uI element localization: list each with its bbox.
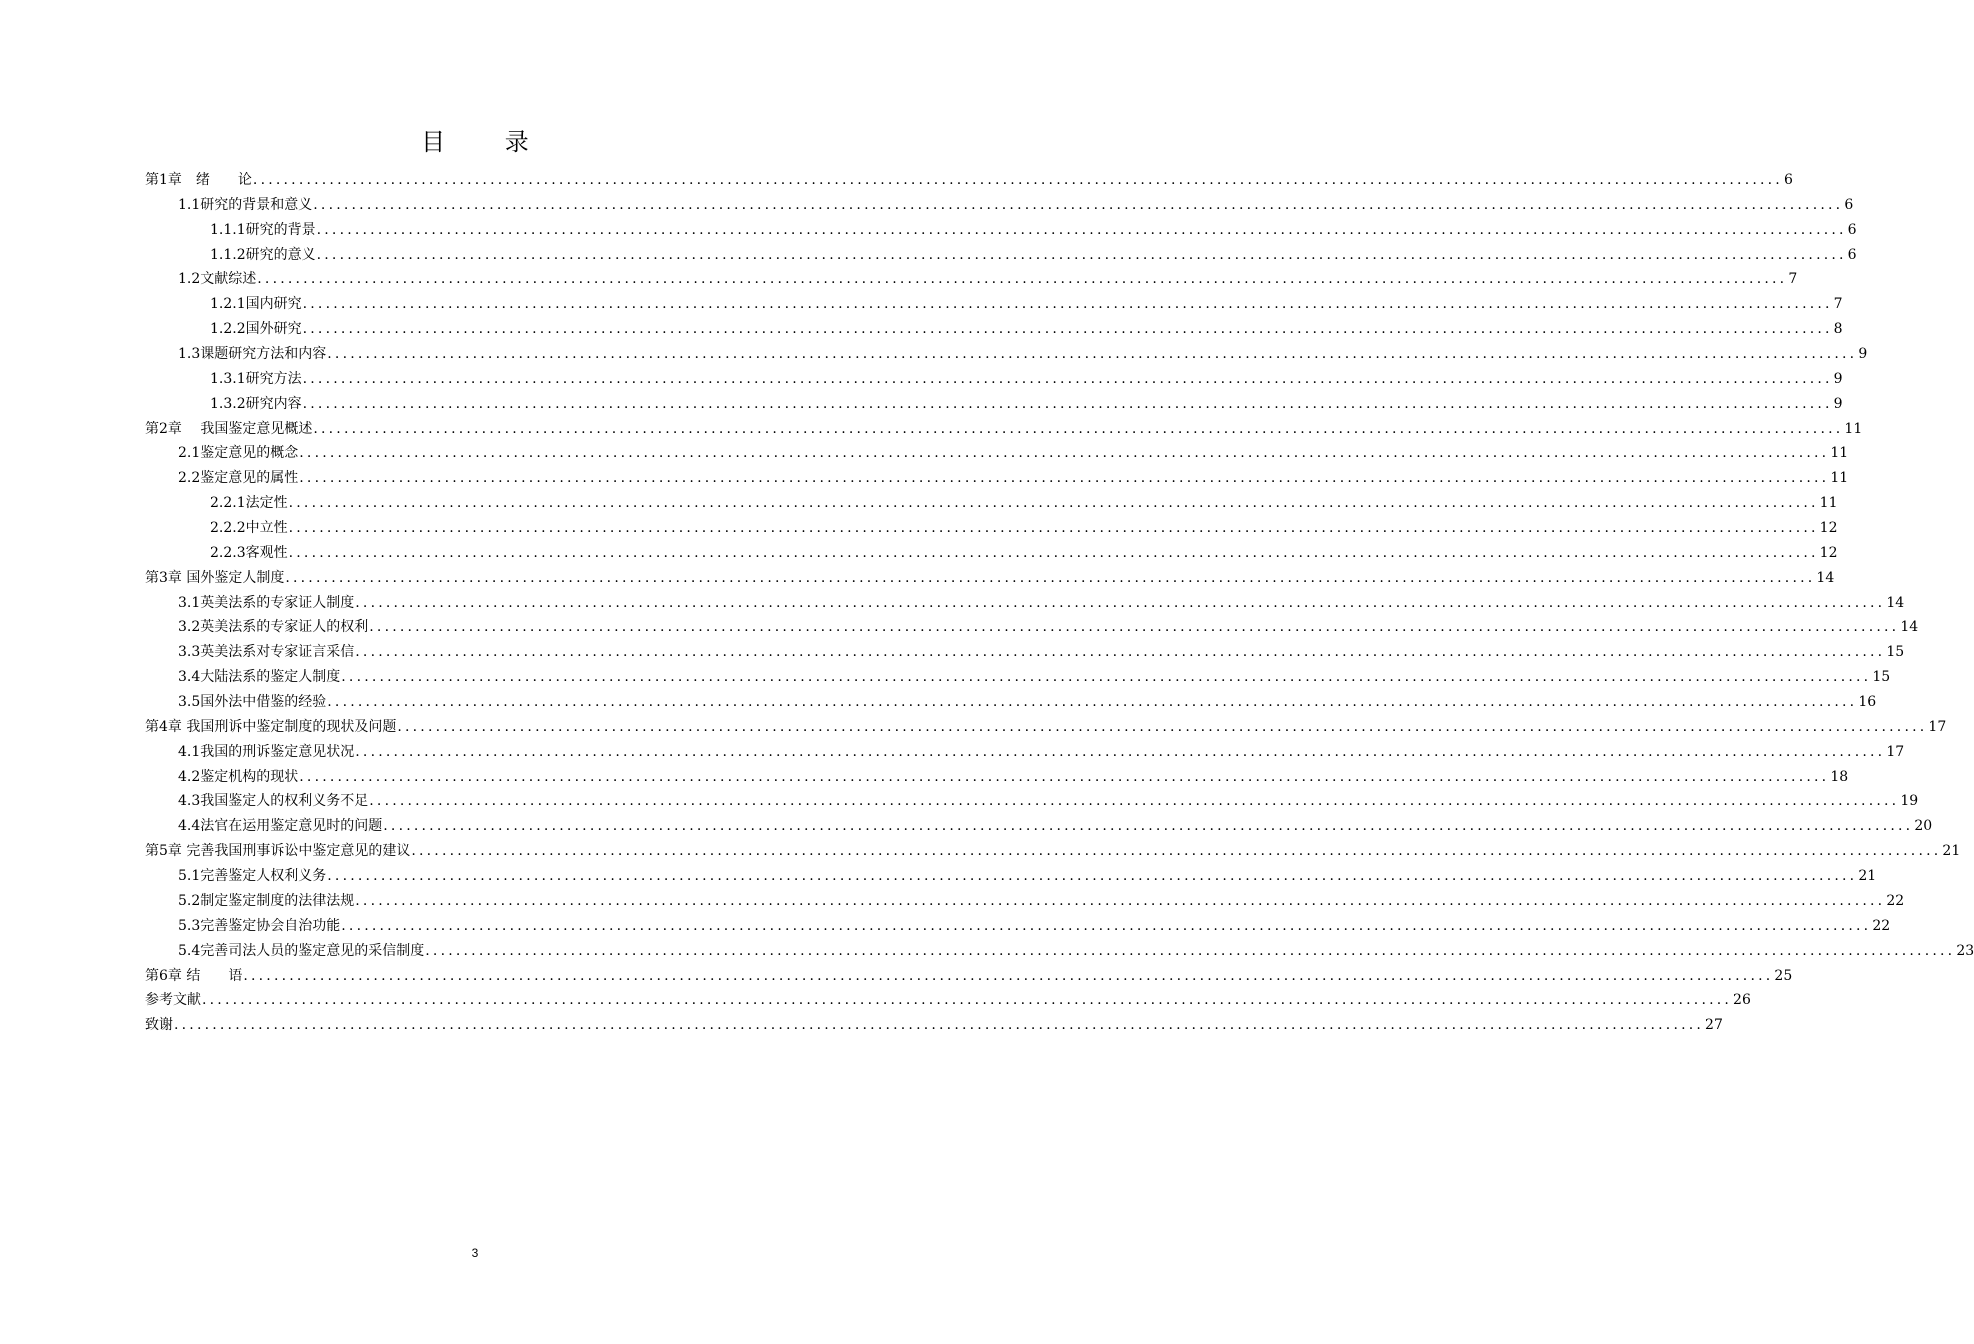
- toc-entry[interactable]: [145, 889, 1905, 914]
- toc-entry-page: 27: [1705, 1017, 1723, 1034]
- toc-entry-title: 1.1.1研究的背景: [210, 221, 316, 238]
- dot-leader: ........................................................................................................................................................................................................: [285, 569, 1816, 586]
- dot-leader: ........................................................................................................................................................................................................: [302, 296, 1833, 313]
- toc-entry-page: 19: [1900, 793, 1919, 810]
- toc-entry-title: 1.3.2研究内容: [210, 395, 302, 412]
- toc-entry-page: 11: [1830, 445, 1849, 462]
- toc-entry-page: 9: [1858, 346, 1868, 363]
- toc-entry-title: 4.4法官在运用鉴定意见时的问题: [178, 818, 383, 835]
- toc-entry-title: 1.3课题研究方法和内容: [178, 346, 327, 363]
- toc-entry[interactable]: [145, 715, 1947, 740]
- toc-entry[interactable]: [145, 193, 1854, 218]
- toc-entry-page: 16: [1858, 694, 1877, 711]
- dot-leader: ........................................................................................................................................................................................................: [355, 892, 1886, 909]
- toc-entry-page: 17: [1886, 743, 1905, 760]
- toc-entry[interactable]: [145, 218, 1857, 243]
- dot-leader: ........................................................................................................................................................................................................: [316, 246, 1847, 263]
- toc-entry[interactable]: [145, 541, 1838, 566]
- dot-leader: ........................................................................................................................................................................................................: [316, 221, 1847, 238]
- dot-leader: ........................................................................................................................................................................................................: [411, 843, 1942, 860]
- toc-entry[interactable]: [145, 392, 1843, 417]
- dot-leader: ........................................................................................................................................................................................................: [288, 495, 1819, 512]
- toc-entry-page: 22: [1872, 917, 1891, 934]
- toc-entry-page: 23: [1956, 942, 1974, 959]
- toc-entry-page: 9: [1833, 395, 1843, 412]
- toc-entry-page: 14: [1900, 619, 1919, 636]
- toc-entry-page: 6: [1844, 196, 1854, 213]
- dot-leader: ........................................................................................................................................................................................................: [355, 594, 1886, 611]
- toc-entry[interactable]: [145, 988, 1751, 1013]
- toc-entry-title: 2.1鉴定意见的概念: [178, 445, 299, 462]
- toc-entry-page: 20: [1914, 818, 1933, 835]
- toc-entry[interactable]: [145, 292, 1843, 317]
- toc-entry-title: 第4章 我国刑诉中鉴定制度的现状及问题: [145, 718, 397, 735]
- toc-entry-page: 7: [1833, 296, 1843, 313]
- table-of-contents: [145, 168, 1974, 1038]
- toc-entry-title: 2.2鉴定意见的属性: [178, 470, 299, 487]
- toc-entry[interactable]: [145, 740, 1905, 765]
- toc-entry[interactable]: [145, 267, 1798, 292]
- toc-entry[interactable]: [145, 466, 1849, 491]
- dot-leader: ........................................................................................................................................................................................................: [299, 768, 1830, 785]
- toc-entry-page: 26: [1733, 992, 1751, 1009]
- toc-entry[interactable]: [145, 939, 1974, 964]
- toc-entry[interactable]: [145, 342, 1868, 367]
- dot-leader: ........................................................................................................................................................................................................: [341, 669, 1872, 686]
- dot-leader: ........................................................................................................................................................................................................: [327, 346, 1858, 363]
- toc-entry-page: 12: [1819, 544, 1838, 561]
- toc-entry-title: 1.1.2研究的意义: [210, 246, 316, 263]
- toc-entry-page: 14: [1816, 569, 1835, 586]
- toc-entry-title: 5.1完善鉴定人权利义务: [178, 868, 327, 885]
- page-number: 3: [471, 1246, 479, 1260]
- dot-leader: ........................................................................................................................................................................................................: [302, 321, 1833, 338]
- toc-entry-page: 11: [1830, 470, 1849, 487]
- dot-leader: ........................................................................................................................................................................................................: [299, 470, 1830, 487]
- dot-leader: ........................................................................................................................................................................................................: [369, 793, 1900, 810]
- dot-leader: ........................................................................................................................................................................................................: [299, 445, 1830, 462]
- toc-entry-title: 3.1英美法系的专家证人制度: [178, 594, 355, 611]
- toc-entry-title: 1.2.1国内研究: [210, 296, 302, 313]
- dot-leader: ........................................................................................................................................................................................................: [257, 271, 1788, 288]
- toc-entry-title: 3.5国外法中借鉴的经验: [178, 694, 327, 711]
- toc-entry-page: 18: [1830, 768, 1849, 785]
- toc-entry[interactable]: [145, 789, 1919, 814]
- dot-leader: ........................................................................................................................................................................................................: [252, 172, 1783, 188]
- dot-leader: ........................................................................................................................................................................................................: [355, 644, 1886, 661]
- toc-entry-title: 5.2制定鉴定制度的法律法规: [178, 892, 355, 909]
- dot-leader: ........................................................................................................................................................................................................: [288, 520, 1819, 537]
- toc-entry-page: 6: [1847, 246, 1857, 263]
- toc-entry-page: 12: [1819, 520, 1838, 537]
- toc-entry[interactable]: [145, 914, 1891, 939]
- toc-entry-page: 14: [1886, 594, 1905, 611]
- toc-entry-title: 2.2.1法定性: [210, 495, 288, 512]
- dot-leader: ........................................................................................................................................................................................................: [202, 992, 1733, 1009]
- dot-leader: ........................................................................................................................................................................................................: [313, 420, 1844, 437]
- toc-entry-title: 1.2文献综述: [178, 271, 257, 288]
- toc-entry-title: 3.4大陆法系的鉴定人制度: [178, 669, 341, 686]
- dot-leader: ........................................................................................................................................................................................................: [369, 619, 1900, 636]
- toc-entry[interactable]: [145, 417, 1863, 442]
- dot-leader: ........................................................................................................................................................................................................: [302, 370, 1833, 387]
- toc-entry-title: 第1章 绪 论: [145, 172, 252, 188]
- toc-entry-title: 第5章 完善我国刑事诉讼中鉴定意见的建议: [145, 843, 411, 860]
- toc-entry-title: 1.2.2国外研究: [210, 321, 302, 338]
- toc-entry[interactable]: [145, 864, 1877, 889]
- toc-entry[interactable]: [145, 367, 1843, 392]
- dot-leader: ........................................................................................................................................................................................................: [327, 694, 1858, 711]
- toc-entry-page: 17: [1928, 718, 1947, 735]
- dot-leader: ........................................................................................................................................................................................................: [327, 868, 1858, 885]
- toc-entry-page: 21: [1942, 843, 1961, 860]
- toc-entry[interactable]: [145, 441, 1849, 466]
- toc-entry[interactable]: [145, 964, 1793, 989]
- dot-leader: ........................................................................................................................................................................................................: [383, 818, 1914, 835]
- dot-leader: ........................................................................................................................................................................................................: [243, 967, 1774, 984]
- toc-entry-page: 11: [1819, 495, 1838, 512]
- dot-leader: ........................................................................................................................................................................................................: [425, 942, 1956, 959]
- toc-entry[interactable]: [145, 317, 1843, 342]
- toc-entry-page: 25: [1774, 967, 1793, 984]
- dot-leader: ........................................................................................................................................................................................................: [288, 544, 1819, 561]
- dot-leader: ........................................................................................................................................................................................................: [341, 917, 1872, 934]
- dot-leader: ........................................................................................................................................................................................................: [174, 1017, 1705, 1034]
- toc-entry-page: 21: [1858, 868, 1877, 885]
- toc-entry-title: 3.2英美法系的专家证人的权利: [178, 619, 369, 636]
- toc-entry[interactable]: [145, 243, 1857, 268]
- toc-entry[interactable]: [145, 839, 1961, 864]
- toc-entry[interactable]: [145, 765, 1849, 790]
- toc-entry-title: 致谢: [145, 1017, 173, 1034]
- toc-entry-title: 2.2.2中立性: [210, 520, 288, 537]
- toc-entry-title: 1.1研究的背景和意义: [178, 196, 313, 213]
- toc-entry-page: 15: [1886, 644, 1905, 661]
- toc-entry-title: 参考文献: [145, 992, 201, 1009]
- page-title: 目 录: [421, 128, 555, 156]
- toc-entry-title: 5.4完善司法人员的鉴定意见的采信制度: [178, 942, 425, 959]
- dot-leader: ........................................................................................................................................................................................................: [302, 395, 1833, 412]
- toc-entry[interactable]: [145, 491, 1838, 516]
- toc-entry-page: 9: [1833, 370, 1843, 387]
- toc-entry-title: 第2章 我国鉴定意见概述: [145, 420, 313, 437]
- toc-entry[interactable]: [145, 516, 1838, 541]
- toc-entry-page: 15: [1872, 669, 1891, 686]
- toc-entry-title: 2.2.3客观性: [210, 544, 288, 561]
- toc-entry[interactable]: [145, 665, 1891, 690]
- toc-entry[interactable]: [145, 615, 1919, 640]
- toc-entry-title: 4.3我国鉴定人的权利义务不足: [178, 793, 369, 810]
- toc-entry-page: 6: [1783, 172, 1793, 188]
- toc-entry[interactable]: [145, 591, 1905, 616]
- toc-entry-title: 1.3.1研究方法: [210, 370, 302, 387]
- toc-entry-title: 5.3完善鉴定协会自治功能: [178, 917, 341, 934]
- toc-entry[interactable]: [145, 640, 1905, 665]
- toc-entry-title: 3.3英美法系对专家证言采信: [178, 644, 355, 661]
- toc-entry-page: 8: [1833, 321, 1843, 338]
- toc-entry-title: 4.1我国的刑诉鉴定意见状况: [178, 743, 355, 760]
- toc-entry[interactable]: [145, 168, 1793, 193]
- toc-entry[interactable]: [145, 566, 1835, 591]
- toc-entry[interactable]: [145, 1013, 1723, 1038]
- dot-leader: ........................................................................................................................................................................................................: [313, 196, 1844, 213]
- toc-entry-page: 11: [1844, 420, 1863, 437]
- toc-entry[interactable]: [145, 690, 1877, 715]
- toc-entry-title: 第6章 结 语: [145, 967, 243, 984]
- toc-entry-title: 4.2鉴定机构的现状: [178, 768, 299, 785]
- toc-entry-page: 7: [1788, 271, 1798, 288]
- dot-leader: ........................................................................................................................................................................................................: [397, 718, 1928, 735]
- toc-entry-title: 第3章 国外鉴定人制度: [145, 569, 285, 586]
- dot-leader: ........................................................................................................................................................................................................: [355, 743, 1886, 760]
- toc-entry-page: 6: [1847, 221, 1857, 238]
- toc-entry[interactable]: [145, 814, 1933, 839]
- toc-entry-page: 22: [1886, 892, 1905, 909]
